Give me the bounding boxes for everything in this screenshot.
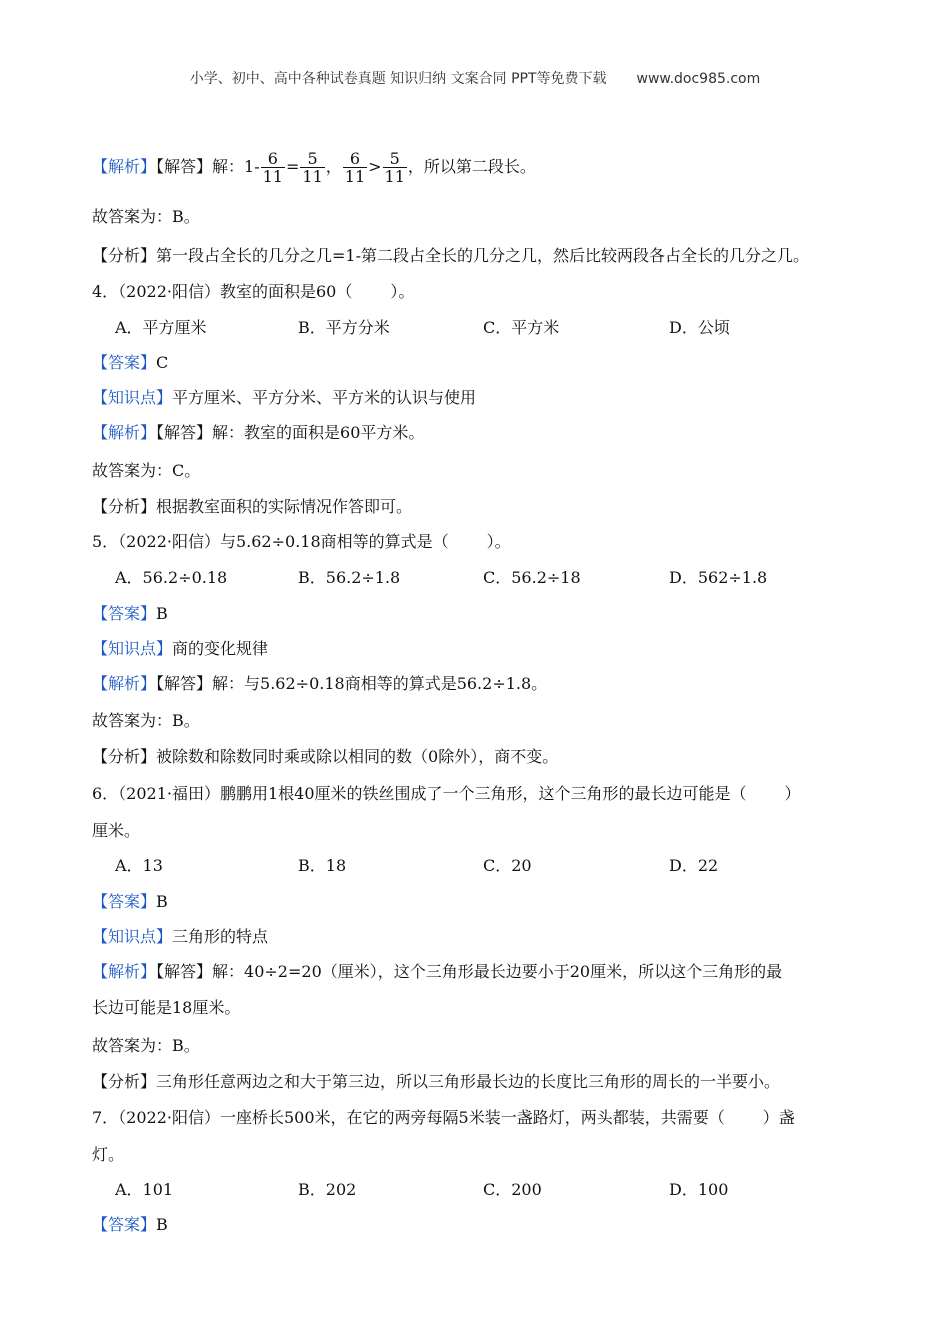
q4-stem-end: ）。	[390, 282, 415, 301]
q5-stem	[92, 531, 511, 553]
jieda-tag: 【解答】	[156, 157, 213, 176]
q7-option-a: A．101	[115, 1180, 174, 1199]
q6-answer	[92, 891, 168, 913]
jieda-tag: 【解答】	[156, 423, 213, 442]
fraction: $\frac{6}{11}$	[344, 149, 366, 186]
daan-tag: 【答案】	[92, 353, 157, 372]
q6-option-a: A．13	[115, 856, 163, 875]
q5-solution	[92, 673, 547, 695]
q7-stem-text: 7．（2022·阳信）一座桥长500米，在它的两旁每隔5米装一盏路灯，两头都装，共需要（	[92, 1108, 725, 1127]
q5-option-c: C．56.2÷18	[483, 568, 581, 587]
daan-tag: 【答案】	[92, 1215, 157, 1234]
q5-stem-end: ）。	[486, 532, 511, 551]
q5-final-answer: 故答案为：B。	[92, 711, 200, 730]
q5-answer	[92, 603, 168, 625]
q6-stem-end: ）	[784, 784, 801, 803]
q6-option-d: D．22	[669, 856, 719, 875]
jieda-tag: 【解答】	[156, 674, 213, 693]
analysis-text: 根据教室面积的实际情况作答即可。	[156, 497, 413, 516]
daan-tag: 【答案】	[92, 604, 157, 623]
solution-suffix: ，所以第二段长。	[407, 157, 536, 176]
fenxi-tag: 【分析】	[92, 747, 157, 766]
q6-option-b: B．18	[298, 856, 347, 875]
jiexi-tag: 【解析】	[92, 423, 157, 442]
analysis-text: 第一段占全长的几分之几=1-第二段占全长的几分之几，然后比较两段各占全长的几分之几。	[156, 246, 810, 265]
greater-than-sign: >	[368, 157, 382, 176]
answer-value: B	[156, 892, 168, 911]
q7-option-d: D．100	[669, 1180, 729, 1199]
header-site: www.doc985.com	[636, 71, 761, 87]
answer-value: B	[156, 1215, 168, 1234]
prev-final-answer: 故答案为：B。	[92, 207, 200, 226]
zhishidian-tag: 【知识点】	[92, 639, 173, 658]
fenxi-tag: 【分析】	[92, 497, 157, 516]
q6-stem-text: 6．（2021·福田）鹏鹏用1根40厘米的铁丝围成了一个三角形，这个三角形的最长边可能是（	[92, 784, 747, 803]
comma: ，	[325, 157, 342, 176]
prev-solution-line	[92, 150, 536, 185]
q6-final-answer: 故答案为：B。	[92, 1036, 200, 1055]
q7-answer	[92, 1214, 168, 1236]
q6-solution	[92, 961, 782, 983]
q4-stem	[92, 281, 414, 303]
q4-option-b: B．平方分米	[298, 318, 390, 337]
daan-tag: 【答案】	[92, 892, 157, 911]
analysis-text: 三角形任意两边之和大于第三边，所以三角形最长边的长度比三角形的周长的一半要小。	[156, 1072, 781, 1091]
solution-text: 解：与5.62÷0.18商相等的算式是56.2÷1.8。	[212, 674, 548, 693]
jiexi-tag: 【解析】	[92, 674, 157, 693]
header-text: 小学、初中、高中各种试卷真题 知识归纳 文案合同 PPT等免费下载	[189, 71, 607, 87]
q6-knowledge	[92, 926, 268, 948]
q5-knowledge	[92, 638, 268, 660]
q5-option-b: B．56.2÷1.8	[298, 568, 401, 587]
q5-analysis	[92, 746, 558, 768]
answer-value: B	[156, 604, 168, 623]
q6-stem	[92, 783, 801, 805]
q7-option-c: C．200	[483, 1180, 542, 1199]
q6-option-c: C．20	[483, 856, 532, 875]
q4-knowledge	[92, 387, 476, 409]
q6-analysis	[92, 1071, 780, 1093]
jiexi-tag: 【解析】	[92, 157, 157, 176]
fenxi-tag: 【分析】	[92, 1072, 157, 1091]
q7-stem	[92, 1107, 795, 1129]
q5-stem-text: 5．（2022·阳信）与5.62÷0.18商相等的算式是（	[92, 532, 449, 551]
q6-stem-line2: 厘米。	[92, 821, 141, 840]
prev-analysis	[92, 245, 809, 267]
q4-solution	[92, 422, 424, 444]
q7-stem-end: ）盏	[762, 1108, 795, 1127]
knowledge-text: 三角形的特点	[172, 927, 269, 946]
q4-option-a: A．平方厘米	[115, 318, 207, 337]
equals-sign: =	[285, 157, 300, 176]
solution-text: 解：40÷2=20（厘米），这个三角形最长边要小于20厘米，所以这个三角形的最	[212, 962, 783, 981]
jieda-tag: 【解答】	[156, 962, 213, 981]
q6-solution-line2: 长边可能是18厘米。	[92, 998, 241, 1017]
q4-stem-text: 4．（2022·阳信）教室的面积是60（	[92, 282, 353, 301]
q4-analysis	[92, 496, 412, 518]
q4-option-c: C．平方米	[483, 318, 560, 337]
fraction: $\frac{5}{11}$	[384, 149, 405, 186]
page-header	[0, 68, 950, 88]
solution-prefix: 解：1-	[212, 157, 260, 176]
knowledge-text: 平方厘米、平方分米、平方米的认识与使用	[172, 388, 477, 407]
q4-option-d: D．公顷	[669, 318, 730, 337]
answer-value: C	[156, 353, 169, 372]
q7-option-b: B．202	[298, 1180, 357, 1199]
q5-option-a: A．56.2÷0.18	[115, 568, 228, 587]
knowledge-text: 商的变化规律	[172, 639, 269, 658]
analysis-text: 被除数和除数同时乘或除以相同的数（0除外），商不变。	[156, 747, 559, 766]
q5-option-d: D．562÷1.8	[669, 568, 768, 587]
q4-answer	[92, 352, 168, 374]
fenxi-tag: 【分析】	[92, 246, 157, 265]
fraction: $\frac{6}{11}$	[262, 149, 283, 186]
zhishidian-tag: 【知识点】	[92, 927, 173, 946]
fraction: $\frac{5}{11}$	[302, 149, 323, 186]
q7-stem-line2: 灯。	[92, 1145, 125, 1164]
jiexi-tag: 【解析】	[92, 962, 157, 981]
q4-final-answer: 故答案为：C。	[92, 461, 201, 480]
solution-text: 解：教室的面积是60平方米。	[212, 423, 425, 442]
zhishidian-tag: 【知识点】	[92, 388, 173, 407]
